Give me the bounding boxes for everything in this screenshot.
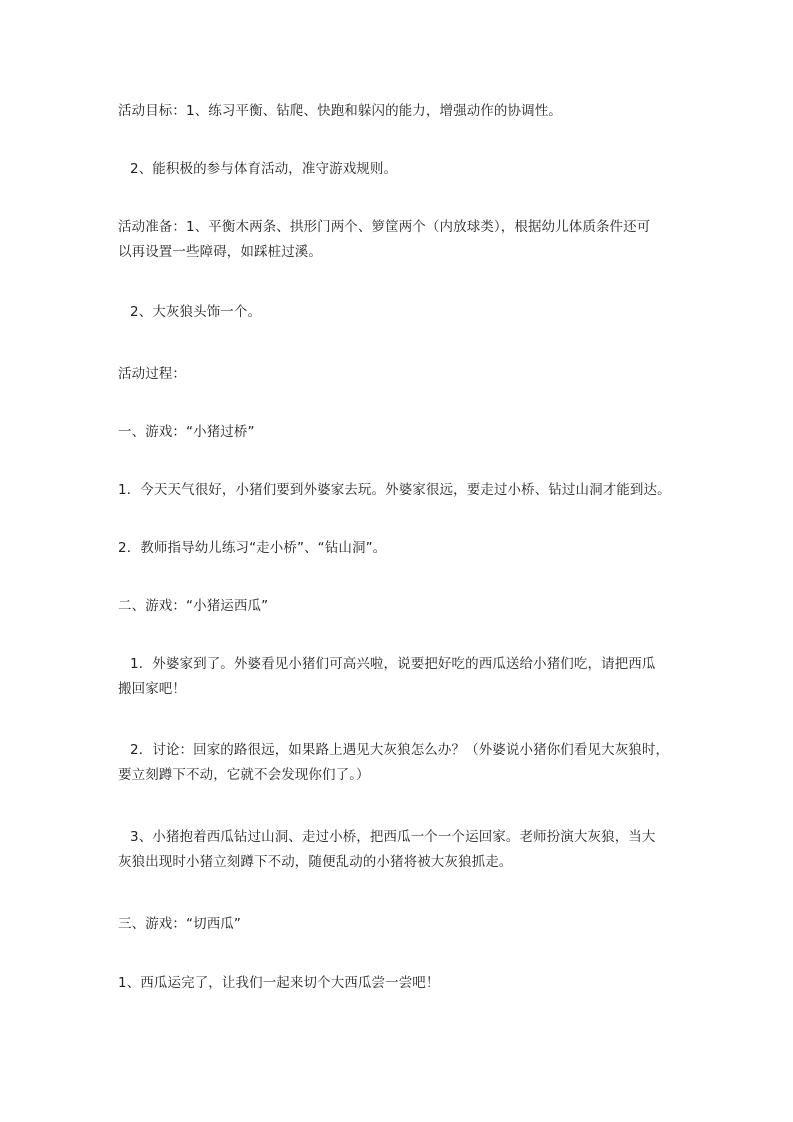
objective-item-2 <box>118 157 690 182</box>
text-line: 要立刻蹲下不动，它就不会发现你们了。） <box>118 767 370 783</box>
section-1-item-1 <box>118 478 678 503</box>
section-2-item-1 <box>118 652 690 702</box>
objective-paragraph <box>118 99 678 124</box>
text-line: 3、小猪抱着西瓜钻过山洞、走过小桥，把西瓜一个一个运回家。老师扮演大灰狼，当大 <box>130 829 656 845</box>
text-line: 1．外婆家到了。外婆看见小猪们可高兴啦，说要把好吃的西瓜送给小猪们吃，请把西瓜 <box>130 656 656 672</box>
text-line: 1．今天天气很好，小猪们要到外婆家去玩。外婆家很远，要走过小桥、钻过山洞才能到达。 <box>118 482 671 498</box>
preparation-paragraph <box>118 215 678 265</box>
text-line: 灰狼出现时小猪立刻蹲下不动，随便乱动的小猪将被大灰狼抓走。 <box>118 854 513 870</box>
section-2-item-2 <box>118 738 690 788</box>
section-heading-1 <box>118 420 678 445</box>
text-line: 2、能积极的参与体育活动，准守游戏规则。 <box>130 161 398 177</box>
section-1-item-2 <box>118 536 678 561</box>
text-line: 2．教师指导幼儿练习“走小桥”、“钻山洞”。 <box>118 540 387 556</box>
section-3-item-1 <box>118 971 678 996</box>
text-line: 1、西瓜运完了，让我们一起来切个大西瓜尝一尝吧！ <box>118 975 440 991</box>
text-line: 三、游戏：“切西瓜” <box>118 916 241 932</box>
text-line: 以再设置一些障碍，如踩桩过溪。 <box>118 244 322 260</box>
preparation-item-2 <box>118 300 690 325</box>
text-line: 活动过程： <box>118 366 186 382</box>
text-line: 搬回家吧！ <box>118 681 186 697</box>
text-line: 2．讨论：回家的路很远，如果路上遇见大灰狼怎么办？（外婆说小猪你们看见大灰狼时， <box>130 742 670 758</box>
process-heading <box>118 362 678 387</box>
section-heading-3 <box>118 912 678 937</box>
section-heading-2 <box>118 594 678 619</box>
text-line: 活动准备：1、平衡木两条、拱形门两个、箩筐两个（内放球类），根据幼儿体质条件还可 <box>118 219 651 235</box>
text-line: 2、大灰狼头饰一个。 <box>130 304 262 320</box>
text-line: 活动目标：1、练习平衡、钻爬、快跑和躲闪的能力，增强动作的协调性。 <box>118 103 562 119</box>
text-line: 一、游戏：“小猪过桥” <box>118 424 255 440</box>
section-2-item-3 <box>118 825 690 875</box>
text-line: 二、游戏：“小猪运西瓜” <box>118 598 269 614</box>
